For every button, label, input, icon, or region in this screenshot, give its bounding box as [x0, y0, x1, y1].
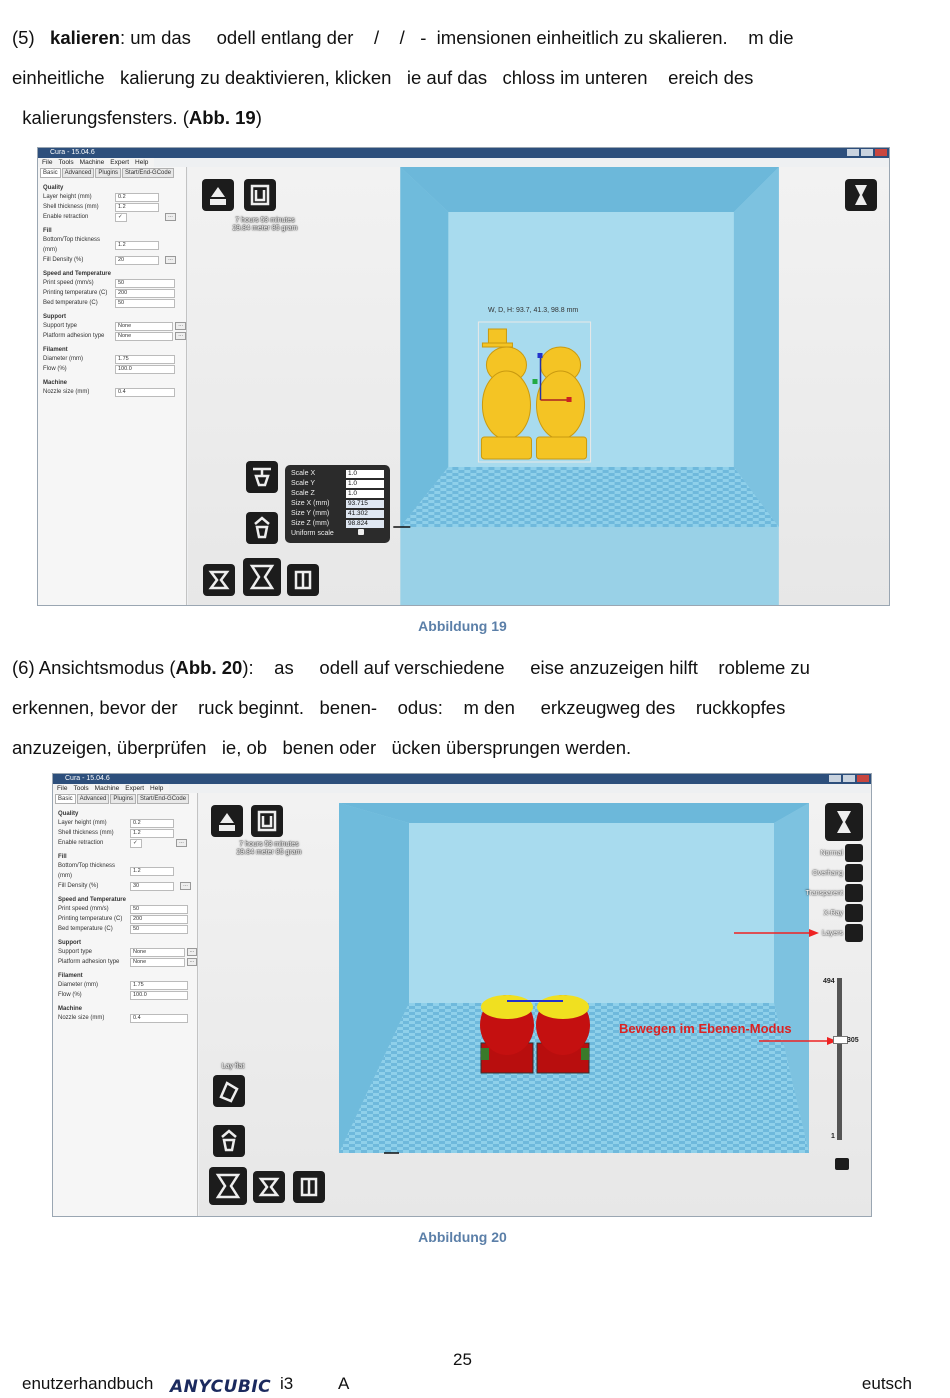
scale-y-input[interactable]: 1.0 — [346, 480, 384, 488]
mode-normal[interactable] — [806, 843, 863, 863]
window-titlebar — [38, 148, 889, 158]
mode-normal-label: Normal — [820, 849, 843, 857]
window-controls — [829, 775, 869, 782]
shell-thickness-label: Shell thickness (mm) — [58, 830, 114, 836]
section-5-line-2: einheitliche kalierung zu deaktivieren, klicken ie auf das chloss im unteren ereich des — [12, 67, 754, 88]
section-quality: Quality — [58, 811, 79, 817]
diameter-input[interactable]: 1.75 — [115, 355, 175, 364]
3d-viewport[interactable] — [188, 167, 889, 605]
settings-panel — [38, 167, 187, 605]
retraction-label: Enable retraction — [43, 214, 89, 220]
section-6-line-1 — [12, 648, 920, 688]
nozzle-input[interactable]: 0.4 — [130, 1014, 188, 1023]
layers-mode-icon — [845, 924, 863, 942]
size-x-input[interactable]: 93.715 — [346, 500, 384, 508]
layer-view-toggle-icon[interactable] — [835, 1158, 849, 1170]
bed-temp-input[interactable]: 50 — [130, 925, 188, 934]
adhesion-select[interactable]: None — [130, 958, 185, 967]
layer-max: 494 — [823, 978, 835, 985]
maximize-icon[interactable] — [843, 775, 855, 782]
retraction-checkbox[interactable]: ✓ — [115, 213, 127, 222]
print-speed-label: Print speed (mm/s) — [58, 906, 109, 912]
support-type-label: Support type — [43, 323, 78, 329]
footer-language: eutsch — [861, 1374, 912, 1393]
section-fill: Fill — [43, 228, 52, 234]
layer-mode-annotation: Bewegen im Ebenen-Modus — [619, 1021, 792, 1036]
bed-temp-input[interactable]: 50 — [115, 299, 175, 308]
uniform-scale-label: Uniform scale — [291, 530, 334, 537]
fill-more-button[interactable]: … — [165, 256, 176, 264]
term-skalieren: kalieren — [50, 27, 120, 48]
mode-transparent[interactable] — [806, 883, 863, 903]
rotate-tool-icon[interactable] — [213, 1075, 245, 1107]
layer-min: 1 — [831, 1133, 835, 1140]
nozzle-label: Nozzle size (mm) — [58, 1015, 105, 1021]
xray-mode-icon — [845, 904, 863, 922]
print-speed-label: Print speed (mm/s) — [43, 280, 94, 286]
tab-advanced[interactable]: Advanced — [62, 168, 95, 178]
layflat-tool-icon[interactable] — [293, 1171, 325, 1203]
support-more-button[interactable]: … — [175, 322, 186, 330]
print-material: 29.84 meter 85 gram — [232, 225, 298, 232]
diameter-label: Diameter (mm) — [58, 982, 98, 988]
mode-overhang[interactable] — [806, 863, 863, 883]
menu-expert[interactable]: Expert — [110, 159, 130, 166]
page-footer — [22, 1374, 912, 1398]
support-type-label: Support type — [58, 949, 93, 955]
flow-input[interactable]: 100.0 — [130, 991, 188, 1000]
print-temp-label: Printing temperature (C) — [58, 916, 123, 922]
bottom-top-input[interactable]: 1.2 — [130, 867, 174, 876]
bed-temp-label: Bed temperature (C) — [43, 300, 98, 306]
layer-height-input[interactable]: 0.2 — [115, 193, 159, 202]
maximize-icon[interactable] — [861, 149, 873, 156]
print-material: 29.84 meter 85 gram — [236, 849, 302, 856]
section-machine: Machine — [43, 380, 68, 386]
window-title: Cura - 15.04.6 — [65, 775, 110, 782]
fill-density-label: Fill Density (%) — [43, 257, 84, 263]
print-time: 7 hours 53 minutes — [239, 841, 299, 848]
menu-bar — [53, 784, 169, 793]
tab-plugins[interactable]: Plugins — [110, 794, 136, 804]
print-speed-input[interactable]: 50 — [130, 905, 188, 914]
adhesion-select[interactable]: None — [115, 332, 173, 341]
scale-x-label: Scale X — [291, 470, 316, 477]
retraction-more-button[interactable]: … — [165, 213, 176, 221]
window-controls — [847, 149, 887, 156]
layer-height-label: Layer height (mm) — [43, 194, 92, 200]
text-run: kalierungsfensters. ( — [12, 107, 189, 128]
mirror-tool-icon[interactable] — [209, 1167, 247, 1205]
transparent-mode-icon — [845, 884, 863, 902]
menu-help[interactable]: Help — [135, 159, 149, 166]
layer-current: 305 — [847, 1037, 859, 1044]
view-mode-button[interactable] — [825, 803, 863, 841]
section-support: Support — [58, 940, 81, 946]
text-run: ): as odell auf verschiedene eise anzuzeigen hilft robleme zu — [242, 657, 810, 678]
scale-x-input[interactable]: 1.0 — [346, 470, 384, 478]
shell-thickness-input[interactable]: 1.2 — [130, 829, 174, 838]
fill-density-input[interactable]: 20 — [115, 256, 159, 265]
layer-height-label: Layer height (mm) — [58, 820, 107, 826]
window-titlebar — [53, 774, 871, 784]
adhesion-label: Platform adhesion type — [43, 333, 105, 339]
nozzle-label: Nozzle size (mm) — [43, 389, 90, 395]
adhesion-label: Platform adhesion type — [58, 959, 120, 965]
figure-20-screenshot — [52, 773, 872, 1217]
shell-thickness-label: Shell thickness (mm) — [43, 204, 99, 210]
section-5-line-3 — [12, 98, 920, 138]
section-quality: Quality — [43, 185, 64, 191]
scale-tool-icon[interactable] — [213, 1125, 245, 1157]
close-icon[interactable] — [875, 149, 887, 156]
menu-file[interactable]: File — [42, 159, 53, 166]
section-6-line-2: erkennen, bevor der ruck beginnt. benen- odus: m den erkzeugweg des ruckkopfes — [12, 697, 786, 718]
text-run: (6) Ansichtsmodus ( — [12, 657, 176, 678]
figure-19-screenshot — [37, 147, 890, 606]
save-toolpath-button[interactable] — [251, 805, 283, 837]
layer-slider-handle[interactable] — [833, 1036, 848, 1044]
mode-layers[interactable] — [806, 923, 863, 943]
menu-machine[interactable]: Machine — [94, 785, 120, 792]
nozzle-input[interactable]: 0.4 — [115, 388, 175, 397]
minimize-icon[interactable] — [847, 149, 859, 156]
size-y-label: Size Y (mm) — [291, 510, 330, 517]
support-type-select[interactable]: None — [130, 948, 185, 957]
fill-more-button[interactable]: … — [180, 882, 191, 890]
fill-density-input[interactable]: 30 — [130, 882, 174, 891]
mode-overhang-label: Overhang — [812, 869, 843, 877]
minimize-icon[interactable] — [829, 775, 841, 782]
print-temp-label: Printing temperature (C) — [43, 290, 108, 296]
section-filament: Filament — [58, 973, 83, 979]
support-more-button[interactable]: … — [187, 948, 197, 956]
overhang-mode-icon — [845, 864, 863, 882]
mode-layers-label: Layers — [821, 929, 843, 937]
section-fill: Fill — [58, 854, 67, 860]
menu-help[interactable]: Help — [150, 785, 164, 792]
scale-tool-icon[interactable] — [246, 512, 278, 544]
lock-icon[interactable] — [358, 529, 364, 535]
figure-19-caption: Abbildung 19 — [418, 618, 507, 634]
figure-ref-20: Abb. 20 — [175, 657, 243, 678]
anycubic-logo: ANYCUBIC — [170, 1377, 272, 1397]
footer-model: i3 — [280, 1374, 294, 1393]
section-speed-temperature: Speed and Temperature — [43, 271, 111, 277]
menu-file[interactable]: File — [57, 785, 68, 792]
size-x-label: Size X (mm) — [291, 500, 330, 507]
bottom-top-label: Bottom/Top thickness (mm) — [43, 237, 101, 253]
print-estimate — [219, 841, 319, 857]
scale-mode-icon[interactable] — [243, 558, 281, 596]
fill-density-label: Fill Density (%) — [58, 883, 99, 889]
mode-transparent-label: Transparent — [805, 889, 843, 897]
adhesion-more-button[interactable]: … — [175, 332, 186, 340]
flow-label: Flow (%) — [58, 992, 82, 998]
list-number: (5) — [12, 27, 51, 48]
menu-machine[interactable]: Machine — [79, 159, 105, 166]
section-support: Support — [43, 314, 66, 320]
layer-slider[interactable] — [837, 978, 842, 1140]
print-temp-input[interactable]: 200 — [115, 289, 175, 298]
bottom-top-label: Bottom/Top thickness (mm) — [58, 863, 116, 879]
menu-tools[interactable]: Tools — [73, 785, 89, 792]
save-toolpath-button[interactable] — [244, 179, 276, 211]
retraction-checkbox[interactable]: ✓ — [130, 839, 142, 848]
bottom-top-input[interactable]: 1.2 — [115, 241, 159, 250]
scale-panel — [285, 465, 390, 543]
tab-start-end-gcode[interactable]: Start/End-GCode — [137, 794, 189, 804]
size-y-input[interactable]: 41.302 — [346, 510, 384, 518]
load-model-button[interactable] — [202, 179, 234, 211]
retraction-label: Enable retraction — [58, 840, 104, 846]
section-machine: Machine — [58, 1006, 83, 1012]
size-z-input[interactable]: 98.824 — [346, 520, 384, 528]
view-mode-icon[interactable] — [845, 179, 877, 211]
section-6-line-3: anzuzeigen, überprüfen ie, ob benen oder ücken übersprungen werden. — [12, 737, 632, 758]
tab-basic[interactable]: Basic — [55, 794, 76, 804]
scale-z-input[interactable]: 1.0 — [346, 490, 384, 498]
print-speed-input[interactable]: 50 — [115, 279, 175, 288]
section-5-line-1 — [12, 18, 920, 58]
section-filament: Filament — [43, 347, 68, 353]
scale-y-label: Scale Y — [291, 480, 315, 487]
mode-xray-label: X-Ray — [823, 909, 843, 917]
layer-height-input[interactable]: 0.2 — [130, 819, 174, 828]
print-estimate — [210, 217, 320, 233]
adhesion-more-button[interactable]: … — [187, 958, 197, 966]
scale-z-label: Scale Z — [291, 490, 315, 497]
support-type-select[interactable]: None — [115, 322, 173, 331]
retraction-more-button[interactable]: … — [176, 839, 187, 847]
tab-basic[interactable]: Basic — [40, 168, 61, 178]
3d-viewport[interactable] — [199, 793, 871, 1216]
flow-label: Flow (%) — [43, 366, 67, 372]
diameter-label: Diameter (mm) — [43, 356, 83, 362]
settings-panel — [53, 793, 198, 1216]
tab-start-end-gcode[interactable]: Start/End-GCode — [122, 168, 174, 178]
menu-tools[interactable]: Tools — [58, 159, 74, 166]
figure-20-caption: Abbildung 20 — [418, 1229, 507, 1245]
diameter-input[interactable]: 1.75 — [130, 981, 188, 990]
footer-letter: A — [338, 1374, 350, 1393]
text-run: ) — [255, 107, 262, 128]
page-number: 25 — [453, 1350, 472, 1369]
model-dimensions: W, D, H: 93.7, 41.3, 98.8 mm — [488, 307, 579, 314]
print-temp-input[interactable]: 200 — [130, 915, 188, 924]
shell-thickness-input[interactable]: 1.2 — [115, 203, 159, 212]
view-mode-menu — [806, 843, 863, 943]
size-z-label: Size Z (mm) — [291, 520, 330, 527]
normal-mode-icon — [845, 844, 863, 862]
tab-plugins[interactable]: Plugins — [95, 168, 121, 178]
text-run: : um das odell entlang der / / - imensionen einheitlich zu skalieren. m die — [119, 27, 794, 48]
print-time: 7 hours 53 minutes — [235, 217, 295, 224]
menu-expert[interactable]: Expert — [125, 785, 145, 792]
bed-temp-label: Bed temperature (C) — [58, 926, 113, 932]
rotate-tool-icon[interactable] — [246, 461, 278, 493]
scale-mode-icon[interactable] — [253, 1171, 285, 1203]
settings-tabs — [38, 167, 186, 179]
mode-xray[interactable] — [806, 903, 863, 923]
flow-input[interactable]: 100.0 — [115, 365, 175, 374]
close-icon[interactable] — [857, 775, 869, 782]
menu-bar — [38, 158, 154, 167]
load-model-button[interactable] — [211, 805, 243, 837]
section-speed-temperature: Speed and Temperature — [58, 897, 126, 903]
tab-advanced[interactable]: Advanced — [77, 794, 110, 804]
layflat-tool-icon[interactable] — [287, 564, 319, 596]
window-title: Cura - 15.04.6 — [50, 149, 95, 156]
lay-flat-label: Lay flat — [221, 1063, 245, 1070]
footer-manual-title: enutzerhandbuch — [22, 1374, 154, 1393]
mirror-tool-icon[interactable] — [203, 564, 235, 596]
settings-tabs — [53, 793, 197, 805]
figure-ref-19: Abb. 19 — [188, 107, 256, 128]
